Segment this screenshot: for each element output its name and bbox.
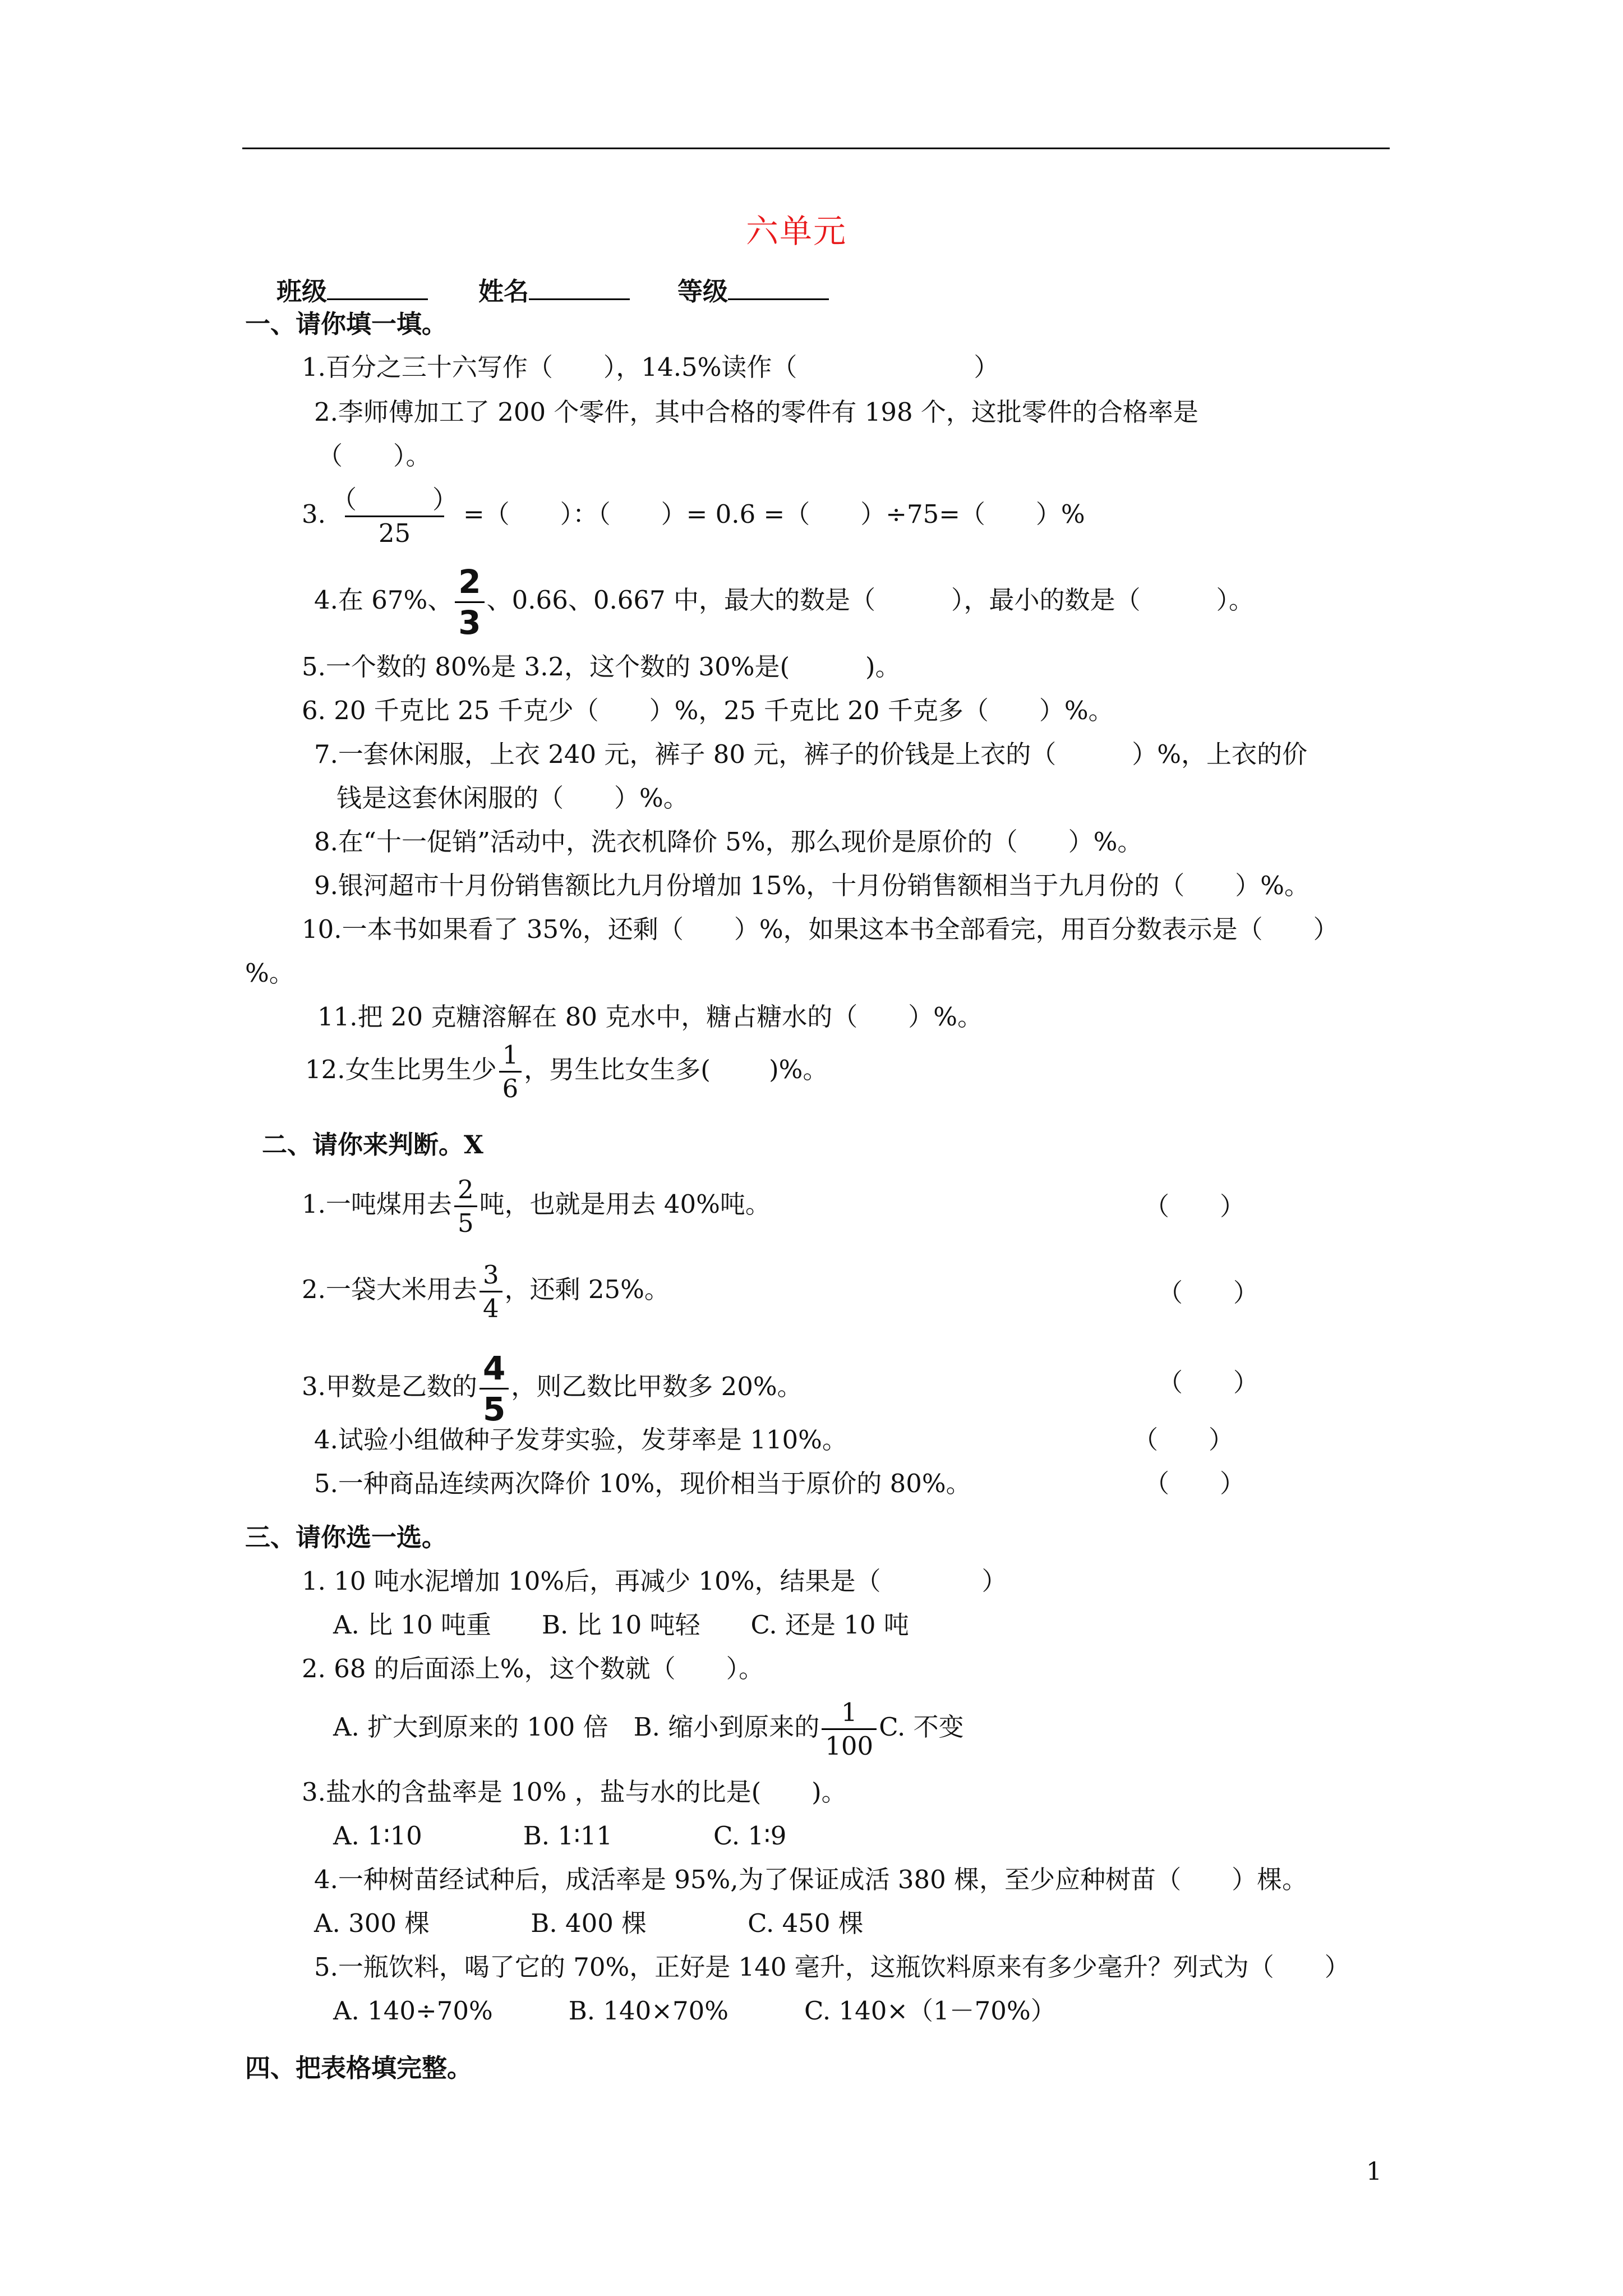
choose-question-1: 1. 10 吨水泥增加 10%后，再减少 10%，结果是（ ） [302,1566,1007,1596]
judge-answer-3[interactable]: （ ） [1158,1368,1259,1397]
choose-question-5: 5.一瓶饮料，喝了它的 70%，正好是 140 毫升，这瓶饮料原来有多少毫升？列式为（ ） [314,1952,1350,1982]
name-field [478,273,630,304]
fraction-four-fifths [479,1349,509,1428]
fill-question-8: 8.在“十一促销”活动中，洗衣机降价 5%，那么现价是原价的（ ）%。 [314,827,1143,857]
class-field [276,273,428,304]
choose-question-2: 2. 68 的后面添上%，这个数就（ ）。 [302,1654,764,1683]
fill-question-7-cont: 钱是这套休闲服的（ ）%。 [336,783,689,813]
question-text: 3.甲数是乙数的 [302,1372,477,1401]
choose-options-5: A. 140÷70% B. 140×70% C. 140×（1－70%） [333,1996,1056,2026]
fraction-denominator: 3 [455,601,484,639]
question-text: 1.一吨煤用去 [302,1189,452,1219]
choose-options-3: A. 1∶10 B. 1∶11 C. 1∶9 [333,1821,787,1851]
class-label: 班级 [276,277,328,306]
fraction-denominator: 4 [479,1291,502,1321]
judge-answer-2[interactable]: （ ） [1158,1278,1259,1308]
section-heading-judge: 二、请你来判断。X [262,1130,483,1159]
fill-question-1: 1.百分之三十六写作（ ），14.5%读作（ ） [302,352,999,382]
fraction-numerator: 2 [457,1175,474,1204]
choose-question-4: 4.一种树苗经试种后，成活率是 95%,为了保证成活 380 棵，至少应种树苗（ ）棵。 [314,1865,1308,1894]
question-text: =（ ）：（ ）= 0.6 =（ ）÷75=（ ）% [463,499,1085,529]
fraction-one-hundredth [822,1697,877,1761]
class-blank[interactable] [327,273,428,300]
name-label: 姓名 [478,277,529,306]
fill-question-3 [302,487,1085,546]
fill-question-10-cont: %。 [245,958,294,988]
question-text: 吨，也就是用去 40%吨。 [479,1189,771,1219]
question-text: 12.女生比男生少 [305,1055,497,1084]
fraction-numerator: 2 [458,563,481,601]
grade-field [677,273,829,304]
option-text: C. 不变 [879,1712,964,1742]
fill-question-10: 10.一本书如果看了 35%，还剩（ ）%，如果这本书全部看完，用百分数表示是（ ） [302,914,1339,944]
fraction-two-fifths [454,1177,477,1236]
question-text: 、0.66、0.667 中，最大的数是（ ），最小的数是（ ）。 [486,585,1254,615]
page-title: 六单元 [746,212,847,250]
choose-options-2 [333,1697,964,1761]
question-text: ，还剩 25%。 [504,1274,670,1304]
fill-question-2: 2.李师傅加工了 200 个零件，其中合格的零件有 198 个，这批零件的合格率是 [314,397,1198,427]
option-text: A. 扩大到原来的 100 倍 B. 缩小到原来的 [333,1712,820,1742]
choose-options-4: A. 300 棵 B. 400 棵 C. 450 棵 [314,1908,864,1938]
fraction-three-quarters [479,1262,502,1321]
question-text: 2.一袋大米用去 [302,1274,477,1304]
judge-question-5: 5.一种商品连续两次降价 10%，现价相当于原价的 80%。 [314,1469,971,1498]
fill-question-11: 11.把 20 克糖溶解在 80 克水中，糖占糖水的（ ）%。 [317,1002,983,1032]
judge-answer-1[interactable]: （ ） [1144,1191,1246,1221]
fraction-numerator: 3 [482,1260,499,1290]
page-number: 1 [1366,2157,1382,2186]
fill-question-7: 7.一套休闲服，上衣 240 元，裤子 80 元，裤子的价钱是上衣的（ ）%，上衣的价 [314,739,1308,769]
judge-question-4: 4.试验小组做种子发芽实验，发芽率是 110%。 [314,1425,847,1455]
section-heading-fill: 一、请你填一填。 [245,309,448,339]
question-text: ，则乙数比甲数多 20%。 [511,1372,803,1401]
fraction-numerator: 4 [482,1349,506,1387]
question-text: ，男生比女生多( )%。 [524,1055,828,1084]
judge-answer-4[interactable]: （ ） [1133,1425,1234,1455]
fraction-numerator: 1 [841,1697,857,1727]
choose-question-3: 3.盐水的含盐率是 10% ，盐与水的比是( )。 [302,1777,847,1807]
name-blank[interactable] [529,273,630,300]
fraction-numerator: 1 [502,1040,519,1070]
fill-question-12 [305,1042,828,1101]
fill-question-4 [314,563,1254,642]
grade-blank[interactable] [728,273,829,300]
section-heading-choose: 三、请你选一选。 [245,1522,448,1552]
fill-question-2-answer: （ ）。 [317,441,431,471]
fill-question-9: 9.银河超市十月份销售额比九月份增加 15%，十月份销售额相当于九月份的（ ）%。 [314,871,1310,900]
choose-options-1: A. 比 10 吨重 B. 比 10 吨轻 C. 还是 10 吨 [333,1610,909,1640]
judge-question-1 [302,1177,771,1236]
fraction-one-sixth [499,1042,522,1101]
fraction-denominator: 100 [822,1728,877,1759]
fraction-blank-over-25 [328,487,461,546]
section-heading-table: 四、把表格填完整。 [245,2053,473,2083]
fraction-denominator: 5 [479,1388,509,1425]
judge-question-2 [302,1262,670,1321]
fraction-denominator: 5 [454,1205,477,1236]
fraction-denominator: 6 [499,1071,522,1101]
question-text: 4.在 67%、 [314,585,453,615]
fill-question-5: 5.一个数的 80%是 3.2，这个数的 30%是( )。 [302,652,901,682]
judge-answer-5[interactable]: （ ） [1144,1469,1246,1498]
judge-question-3 [302,1349,803,1428]
header-rule [242,148,1390,149]
fraction-two-thirds [455,563,484,642]
fraction-denominator: 25 [345,516,444,546]
fill-question-6: 6. 20 千克比 25 千克少（ ）%，25 千克比 20 千克多（ ）%。 [302,696,1114,725]
grade-label: 等级 [677,277,728,306]
fraction-numerator: （ ） [331,485,458,514]
question-number: 3. [302,499,326,529]
